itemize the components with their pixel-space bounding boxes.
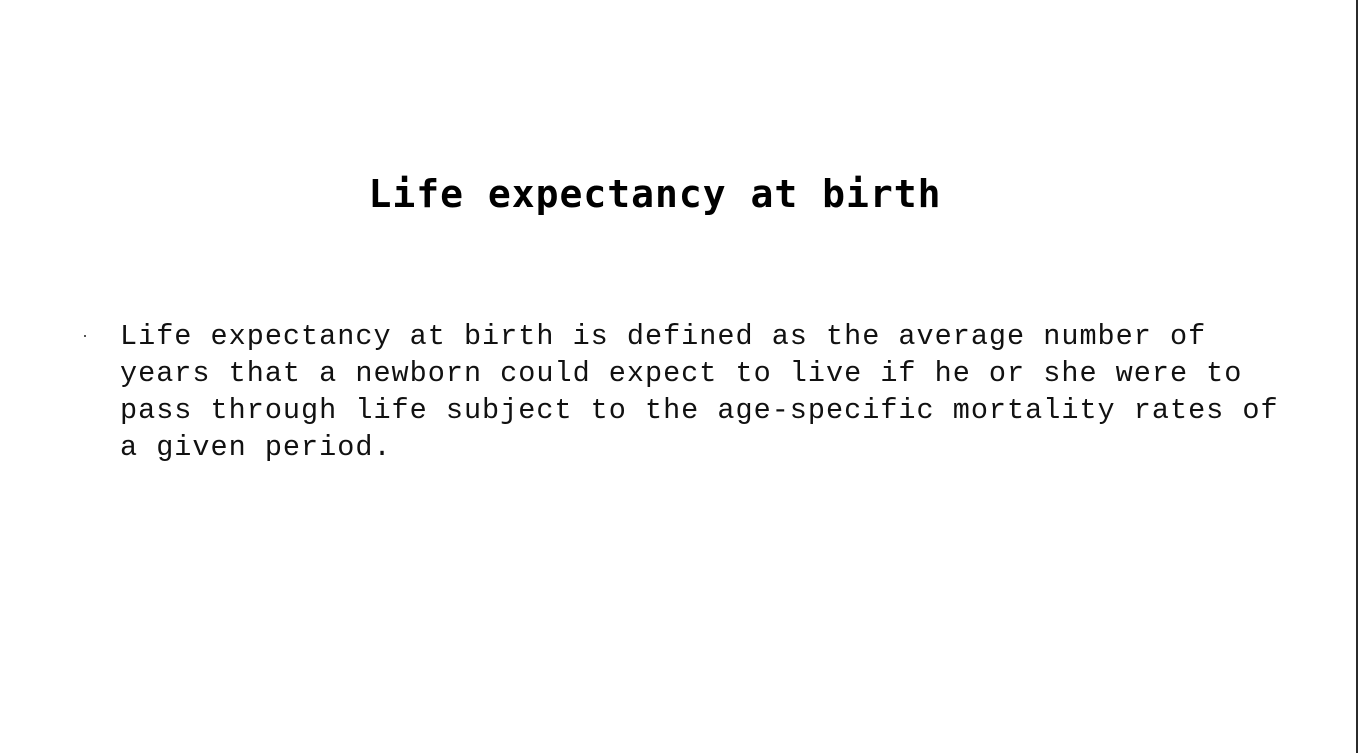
bullet-list [84, 318, 1284, 466]
slide-title: Life expectancy at birth [368, 172, 942, 216]
bullet-dot-icon [84, 335, 86, 337]
bullet-text: Life expectancy at birth is defined as the average number of years that a newborn could expect to live if he or she were to pass through life subject to the age-specific mortality rates of a given period. [120, 320, 1279, 464]
bullet-item [84, 318, 1284, 466]
